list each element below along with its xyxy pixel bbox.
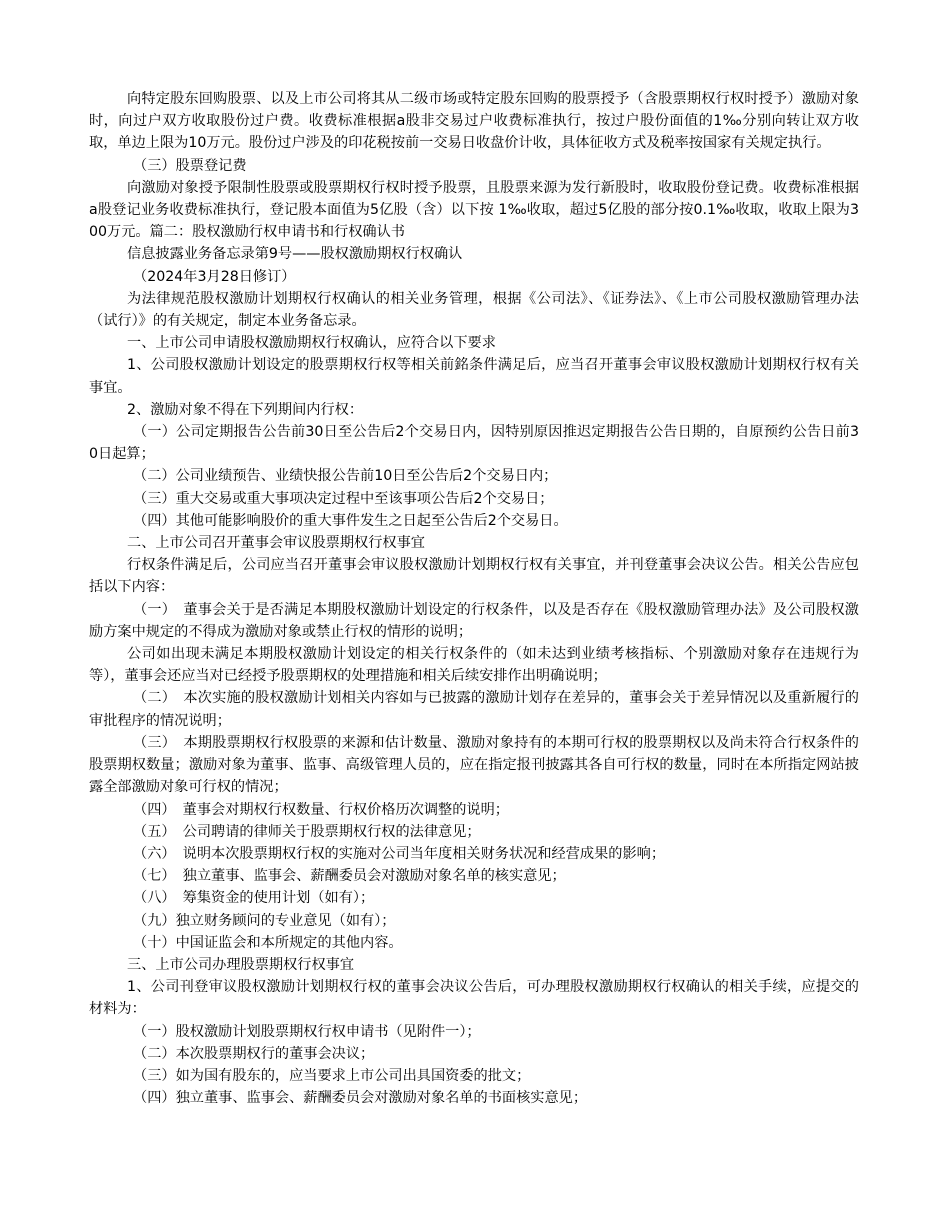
- list-item: （一）公司定期报告公告前30日至公告后2个交易日内，因特别原因推迟定期报告公告日期的，自原预约公告日前30日起算；: [89, 424, 859, 463]
- list-item: （三） 本期股票期权行权股票的来源和估计数量、激励对象持有的本期可行权的股票期权以及尚未符合行权条件的股票期权数量；激励对象为董事、监事、高级管理人员的，应在指定报刊披露其各自可行权的数量，同时在本所指定网站披露全部激励对象可行权的情况；: [89, 734, 859, 796]
- list-item: （一） 董事会关于是否满足本期股权激励计划设定的行权条件，以及是否存在《股权激励管理办法》及公司股权激励方案中规定的不得成为激励对象或禁止行权的情形的说明；: [89, 601, 859, 640]
- list-item: （四）其他可能影响股价的重大事件发生之日起至公告后2个交易日。: [133, 512, 568, 529]
- list-item: （十）中国证监会和本所规定的其他内容。: [133, 934, 403, 951]
- revision-date: （2024年3月28日修订）: [133, 268, 296, 285]
- section-heading: 三、上市公司办理股票期权行权事宜: [127, 956, 355, 973]
- list-item: （四）独立董事、监事会、薪酬委员会对激励对象名单的书面核实意见；: [133, 1090, 588, 1107]
- list-item: （一）股权激励计划股票期权行权申请书（见附件一）；: [133, 1023, 481, 1040]
- paragraph: 1、公司刊登审议股权激励计划期权行权的董事会决议公告后，可办理股权激励期权行权确认的相关手续，应提交的材料为：: [89, 979, 859, 1018]
- list-item: （二） 本次实施的股权激励计划相关内容如与已披露的激励计划存在差异的，董事会关于差异情况以及重新履行的审批程序的情况说明；: [89, 690, 859, 729]
- list-item: （二）公司业绩预告、业绩快报公告前10日至公告后2个交易日内；: [133, 468, 558, 485]
- list-item: （六） 说明本次股票期权行权的实施对公司当年度相关财务状况和经营成果的影响；: [133, 845, 666, 862]
- list-item: （四） 董事会对期权行权数量、行权价格历次调整的说明；: [133, 801, 509, 818]
- list-item: （九）独立财务顾问的专业意见（如有）；: [133, 912, 396, 929]
- list-item: （七） 独立董事、监事会、薪酬委员会对激励对象名单的核实意见；: [133, 868, 566, 885]
- list-item: （三）如为国有股东的，应当要求上市公司出具国资委的批文；: [133, 1067, 531, 1084]
- paragraph: 公司如出现未满足本期股权激励计划设定的相关行权条件的（如未达到业绩考核指标、个别激励对象存在违规行为等），董事会还应当对已经授予股票期权的处理措施和相关后续安排作出明确说明；: [89, 646, 859, 685]
- paragraph: 向激励对象授予限制性股票或股票期权行权时授予股票，且股票来源为发行新股时，收取股份登记费。收费标准根据a股登记业务收费标准执行，登记股本面值为5亿股（含）以下按 1‰收取，超过5亿股的部分按0.1‰收取，收取上限为300万元。篇二：股权激励行权申请书和行权确认书: [89, 179, 859, 241]
- section-heading: 二、上市公司召开董事会审议股票期权行权事宜: [127, 535, 425, 552]
- list-item: （八） 筹集资金的使用计划（如有）；: [133, 890, 375, 907]
- paragraph: 1、公司股权激励计划设定的股票期权行权等相关前銘条件满足后，应当召开董事会审议股权激励计划期权行权有关事宜。: [89, 357, 859, 396]
- list-item: （二）本次股票期权行的董事会决议；: [133, 1045, 375, 1062]
- document-page: [89, 88, 859, 1109]
- memo-title: 信息披露业务备忘录第9号——股权激励期权行权确认: [127, 246, 463, 263]
- paragraph: 为法律规范股权激励计划期权行权确认的相关业务管理，根据《公司法》、《证券法》、《上市公司股权激励管理办法（试行）》的有关规定，制定本业务备忘录。: [89, 290, 859, 330]
- section-heading: （三）股票登记费: [133, 157, 247, 174]
- paragraph: 2、激励对象不得在下列期间内行权：: [127, 401, 364, 418]
- paragraph: 行权条件满足后，公司应当召开董事会审议股权激励计划期权行权有关事宜，并刊登董事会决议公告。相关公告应包括以下内容：: [89, 557, 859, 596]
- section-heading: 一、上市公司申请股权激励期权行权确认，应符合以下要求: [127, 335, 496, 352]
- paragraph: 向特定股东回购股票、以及上市公司将其从二级市场或特定股东回购的股票授予（含股票期权行权时授予）激励对象时，向过户双方收取股份过户费。收费标准根据a股非交易过户收费标准执行，按过户股份面值的1‰分别向转让双方收取，单边上限为10万元。股份过户涉及的印花税按前一交易日收盘价计收，具体征收方式及税率按国家有关规定执行。: [89, 91, 859, 152]
- list-item: （五） 公司聘请的律师关于股票期权行权的法律意见；: [133, 823, 481, 840]
- list-item: （三）重大交易或重大事项决定过程中至该事项公告后2个交易日；: [133, 490, 554, 507]
